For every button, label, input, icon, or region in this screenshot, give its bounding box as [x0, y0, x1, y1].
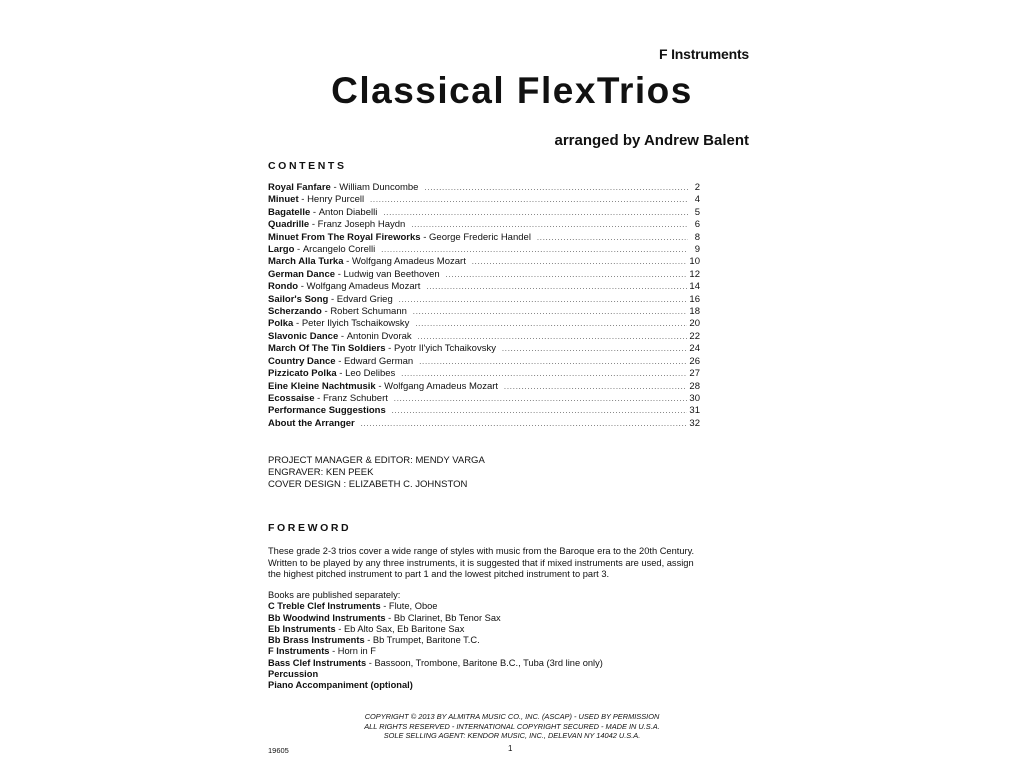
toc-piece-title: Polka: [268, 318, 294, 330]
toc-page-number: 6: [694, 219, 700, 231]
toc-composer: Pyotr Il'yich Tchaikovsky: [394, 343, 496, 355]
toc-entry: [268, 256, 700, 268]
toc-piece-title: Eine Kleine Nachtmusik: [268, 380, 376, 392]
toc-entry: [268, 318, 700, 330]
books-list: [268, 590, 708, 692]
catalog-number: 19605: [268, 746, 289, 755]
toc-entry: [268, 393, 700, 405]
toc-dot-leader: [394, 394, 688, 406]
toc-page-number: 22: [689, 330, 700, 342]
toc-composer: Ludwig van Beethoven: [343, 268, 440, 280]
book-edition-item: [268, 635, 708, 646]
book-edition-name: F Instruments: [268, 646, 330, 657]
credit-engraver: ENGRAVER: KEN PEEK: [268, 467, 374, 479]
toc-dot-leader: [424, 183, 688, 195]
toc-entry: [268, 194, 700, 206]
book-separator: -: [364, 635, 373, 646]
toc-composer: Edward German: [344, 355, 414, 367]
toc-separator: -: [336, 368, 346, 380]
toc-page-number: 31: [689, 405, 700, 417]
book-edition-instruments: Horn in F: [337, 646, 376, 657]
toc-page-number: 27: [689, 368, 700, 380]
book-edition-item: [268, 646, 708, 657]
toc-piece-title: Royal Fanfare: [268, 182, 331, 193]
book-separator: -: [366, 657, 375, 668]
toc-dot-leader: [370, 195, 688, 207]
book-edition-item: [268, 624, 708, 635]
toc-piece-title: Minuet From The Royal Fireworks: [268, 231, 421, 243]
toc-page-number: 16: [689, 293, 700, 305]
edition-label: F Instruments: [659, 46, 749, 62]
book-edition-item: [268, 680, 708, 691]
toc-entry: [268, 381, 700, 393]
toc-entry: [268, 244, 700, 256]
foreword-paragraph: These grade 2-3 trios cover a wide range of styles with music from the Baroque era to the 20th Century. Written to be played by any three instruments, it is suggested that if mixed instruments are used, assign the highest pitched instrument to part 1 and the lowest pitched instrument to part 3.: [268, 546, 695, 580]
copyright-line: COPYRIGHT © 2013 BY ALMITRA MUSIC CO., INC. (ASCAP) - USED BY PERMISSION: [364, 712, 660, 721]
toc-piece-title: March Alla Turka: [268, 256, 344, 268]
toc-composer: Wolfgang Amadeus Mozart: [351, 256, 466, 268]
toc-piece-title: Scherzando: [268, 306, 322, 318]
book-edition-item: [268, 658, 708, 669]
toc-dot-leader: [361, 419, 688, 431]
toc-separator: -: [343, 256, 352, 268]
toc-composer: Franz Joseph Haydn: [317, 219, 406, 231]
toc-separator: -: [314, 392, 323, 404]
book-title: Classical FlexTrios: [331, 70, 693, 111]
toc-dot-leader: [415, 319, 687, 331]
book-edition-name: Percussion: [268, 669, 319, 680]
toc-page-number: 26: [689, 355, 700, 367]
toc-entry: [268, 405, 700, 417]
toc-page-number: 4: [694, 194, 700, 206]
toc-entry: [268, 281, 700, 293]
toc-composer: Peter Ilyich Tschaikowsky: [301, 318, 410, 330]
table-of-contents: [268, 182, 700, 430]
book-separator: -: [335, 623, 344, 634]
toc-entry: [268, 418, 700, 430]
toc-separator: -: [321, 306, 331, 318]
toc-piece-title: Performance Suggestions: [268, 405, 386, 417]
toc-separator: -: [330, 182, 340, 193]
toc-separator: -: [420, 231, 430, 243]
toc-separator: -: [385, 343, 394, 355]
book-edition-name: Bass Clef Instruments: [268, 657, 367, 668]
copyright-notice: [0, 712, 1024, 741]
toc-composer: Henry Purcell: [307, 194, 365, 206]
copyright-line: ALL RIGHTS RESERVED - INTERNATIONAL COPYRIGHT SECURED - MADE IN U.S.A.: [364, 721, 660, 731]
toc-entry: [268, 331, 700, 343]
toc-dot-leader: [504, 382, 687, 394]
toc-page-number: 8: [694, 231, 700, 243]
toc-page-number: 24: [689, 343, 700, 355]
toc-composer: Leo Delibes: [345, 368, 396, 380]
toc-page-number: 12: [689, 268, 700, 280]
toc-dot-leader: [426, 282, 687, 294]
toc-composer: Anton Diabelli: [318, 206, 378, 218]
toc-composer: Wolfgang Amadeus Mozart: [384, 380, 499, 392]
toc-entry: [268, 306, 700, 318]
toc-page-number: 9: [694, 244, 700, 256]
toc-page-number: 30: [689, 392, 700, 404]
toc-separator: -: [298, 194, 308, 206]
toc-separator: -: [310, 206, 319, 218]
toc-entry: [268, 343, 700, 355]
page-number: 1: [508, 744, 513, 753]
credit-cover-design: COVER DESIGN : ELIZABETH C. JOHNSTON: [268, 479, 468, 491]
book-edition-instruments: Bassoon, Trombone, Baritone B.C., Tuba (3rd line only): [374, 657, 603, 668]
book-edition-name: Bb Brass Instruments: [268, 635, 365, 646]
toc-separator: -: [335, 268, 344, 280]
toc-separator: -: [294, 244, 303, 256]
toc-page-number: 28: [689, 380, 700, 392]
toc-dot-leader: [413, 307, 688, 319]
toc-separator: -: [335, 355, 345, 367]
arranger-credit: arranged by Andrew Balent: [554, 132, 749, 149]
toc-composer: Robert Schumann: [330, 306, 407, 318]
toc-separator: -: [328, 293, 337, 305]
toc-piece-title: Pizzicato Polka: [268, 368, 337, 380]
toc-piece-title: Largo: [268, 244, 295, 256]
toc-dot-leader: [392, 406, 688, 418]
toc-piece-title: Ecossaise: [268, 392, 315, 404]
toc-piece-title: German Dance: [268, 268, 336, 280]
toc-page-number: 2: [694, 182, 700, 193]
toc-composer: Wolfgang Amadeus Mozart: [306, 281, 421, 293]
toc-dot-leader: [419, 357, 687, 369]
book-separator: -: [329, 646, 338, 657]
toc-piece-title: March Of The Tin Soldiers: [268, 343, 386, 355]
toc-composer: Franz Schubert: [322, 392, 388, 404]
toc-composer: Arcangelo Corelli: [302, 244, 376, 256]
books-intro: Books are published separately:: [268, 590, 401, 600]
toc-composer: George Frederic Handel: [429, 231, 531, 243]
toc-entry: [268, 219, 700, 231]
toc-separator: -: [298, 281, 307, 293]
book-edition-instruments: Flute, Oboe: [388, 601, 438, 612]
toc-dot-leader: [446, 270, 688, 282]
toc-entry: [268, 356, 700, 368]
toc-composer: William Duncombe: [339, 182, 419, 193]
copyright-line: SOLE SELLING AGENT: KENDOR MUSIC, INC., DELEVAN NY 14042 U.S.A.: [383, 731, 641, 741]
toc-piece-title: About the Arranger: [268, 417, 355, 429]
book-edition-instruments: Bb Trumpet, Baritone T.C.: [372, 635, 480, 646]
foreword-heading: FOREWORD: [268, 522, 352, 534]
book-separator: -: [380, 601, 389, 612]
book-edition-name: Piano Accompaniment (optional): [268, 680, 413, 691]
toc-entry: [268, 207, 700, 219]
toc-entry: [268, 368, 700, 380]
production-credits: [268, 455, 485, 492]
toc-dot-leader: [502, 344, 687, 356]
toc-piece-title: Quadrille: [268, 219, 310, 231]
contents-heading: CONTENTS: [268, 160, 347, 172]
toc-separator: -: [375, 380, 385, 392]
toc-dot-leader: [383, 208, 688, 220]
toc-page-number: 10: [689, 256, 700, 268]
toc-piece-title: Slavonic Dance: [268, 330, 339, 342]
book-edition-name: Bb Woodwind Instruments: [268, 612, 386, 623]
toc-separator: -: [309, 219, 318, 231]
toc-entry: [268, 182, 700, 194]
toc-entry: [268, 294, 700, 306]
credit-editor: PROJECT MANAGER & EDITOR: MENDY VARGA: [268, 455, 485, 466]
toc-dot-leader: [537, 233, 688, 245]
toc-piece-title: Rondo: [268, 281, 299, 293]
toc-composer: Edvard Grieg: [336, 293, 393, 305]
book-edition-item: [268, 669, 708, 680]
toc-page-number: 32: [689, 417, 700, 429]
toc-piece-title: Country Dance: [268, 355, 336, 367]
toc-piece-title: Sailor's Song: [268, 293, 329, 305]
toc-entry: [268, 232, 700, 244]
book-edition-name: Eb Instruments: [268, 623, 336, 634]
book-edition-item: [268, 613, 708, 624]
toc-page-number: 18: [689, 306, 700, 318]
toc-dot-leader: [399, 295, 688, 307]
toc-piece-title: Minuet: [268, 194, 299, 206]
book-edition-item: [268, 601, 708, 612]
toc-dot-leader: [472, 257, 688, 269]
toc-page-number: 5: [694, 206, 700, 218]
toc-entry: [268, 269, 700, 281]
toc-piece-title: Bagatelle: [268, 206, 311, 218]
toc-page-number: 14: [689, 281, 700, 293]
book-edition-name: C Treble Clef Instruments: [268, 601, 381, 612]
book-separator: -: [385, 612, 394, 623]
toc-separator: -: [293, 318, 302, 330]
toc-composer: Antonin Dvorak: [346, 330, 412, 342]
book-edition-instruments: Bb Clarinet, Bb Tenor Sax: [393, 612, 501, 623]
book-edition-instruments: Eb Alto Sax, Eb Baritone Sax: [343, 623, 465, 634]
toc-separator: -: [338, 330, 347, 342]
toc-page-number: 20: [689, 318, 700, 330]
